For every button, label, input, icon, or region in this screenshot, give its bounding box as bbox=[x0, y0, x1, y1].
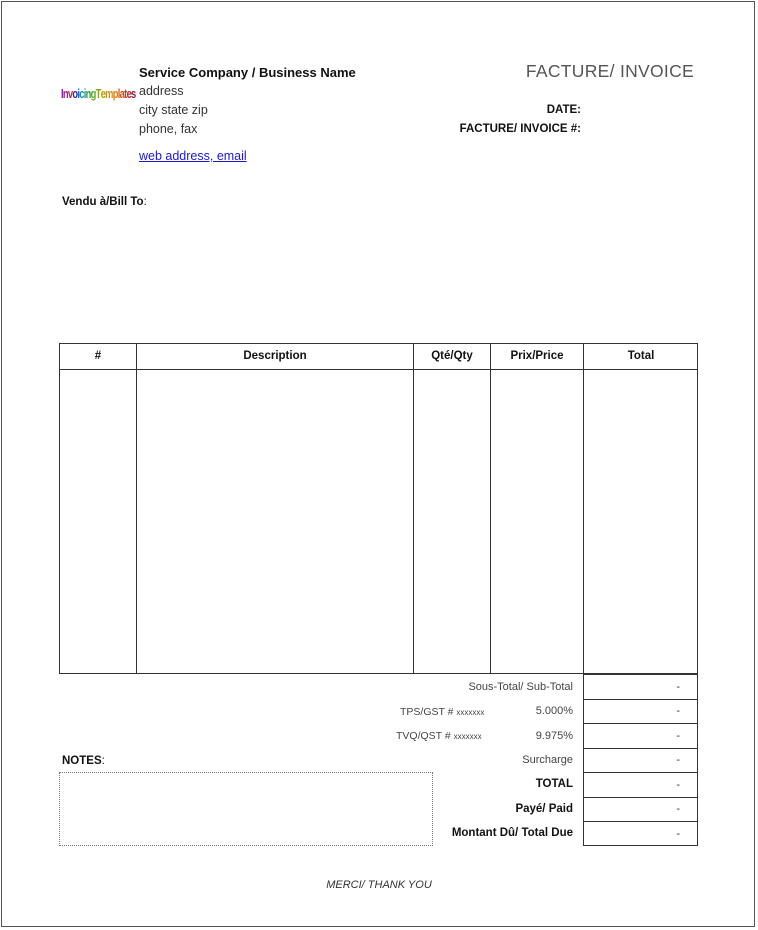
company-address: address bbox=[139, 84, 184, 98]
invoice-title: FACTURE/ INVOICE bbox=[525, 61, 694, 81]
gst-value: - bbox=[676, 705, 680, 717]
bill-to-colon: : bbox=[143, 196, 147, 208]
totals-divider bbox=[583, 748, 698, 749]
logo-letter: n bbox=[85, 86, 91, 101]
totals-divider bbox=[583, 723, 698, 724]
logo-letter: l bbox=[117, 86, 120, 101]
invoicing-templates-logo bbox=[61, 86, 136, 101]
invoice-number-label: FACTURE/ INVOICE #: bbox=[459, 123, 581, 135]
surcharge-label: Surcharge bbox=[522, 754, 573, 766]
logo-letter: e bbox=[126, 86, 132, 101]
subtotal-label: Sous-Total/ Sub-Total bbox=[468, 681, 573, 693]
logo-letter: s bbox=[131, 86, 136, 101]
thank-you-footer: MERCI/ THANK YOU bbox=[326, 879, 432, 891]
paid-label: Payé/ Paid bbox=[515, 803, 573, 815]
column-divider bbox=[490, 344, 491, 673]
logo-letter: t bbox=[124, 86, 127, 101]
col-header-number: # bbox=[94, 350, 102, 362]
col-header-quantity: Qté/Qty bbox=[431, 350, 473, 362]
items-table bbox=[59, 343, 698, 674]
col-header-description: Description bbox=[243, 350, 307, 362]
logo-letter: o bbox=[72, 86, 78, 101]
totals-divider bbox=[583, 797, 698, 798]
company-city: city state zip bbox=[139, 103, 208, 117]
surcharge-value: - bbox=[676, 754, 680, 766]
logo-letter: i bbox=[83, 86, 86, 101]
gst-label-text: TPS/GST # bbox=[400, 706, 454, 718]
qst-value: - bbox=[676, 730, 680, 742]
notes-colon: : bbox=[101, 755, 105, 767]
paid-value: - bbox=[676, 803, 680, 815]
total-due-label: Montant Dû/ Total Due bbox=[451, 827, 573, 839]
column-divider bbox=[136, 344, 137, 673]
bill-to-label bbox=[62, 196, 147, 208]
logo-letter: a bbox=[119, 86, 125, 101]
logo-letter: e bbox=[100, 86, 106, 101]
qst-rate: 9.975% bbox=[535, 730, 573, 742]
logo-letter: p bbox=[112, 86, 118, 101]
totals-divider bbox=[583, 699, 698, 700]
date-label: DATE: bbox=[546, 104, 581, 116]
company-name: Service Company / Business Name bbox=[139, 65, 356, 80]
logo-letter: n bbox=[62, 86, 68, 101]
notes-label bbox=[62, 755, 105, 767]
company-phone: phone, fax bbox=[139, 122, 198, 136]
notes-box[interactable] bbox=[59, 772, 433, 846]
totals-divider bbox=[583, 821, 698, 822]
logo-letter: c bbox=[79, 86, 84, 101]
total-due-value: - bbox=[676, 828, 680, 840]
logo-letter: I bbox=[61, 86, 63, 101]
qst-label bbox=[396, 730, 482, 742]
qst-label-text: TVQ/QST # bbox=[396, 730, 451, 742]
gst-label bbox=[400, 706, 484, 718]
subtotal-value: - bbox=[676, 681, 680, 693]
gst-rate: 5.000% bbox=[535, 705, 573, 717]
gst-number: xxxxxxx bbox=[456, 708, 485, 717]
logo-letter: T bbox=[95, 86, 101, 101]
logo-letter: i bbox=[77, 86, 80, 101]
column-divider bbox=[583, 344, 584, 673]
company-web-link[interactable]: web address, email bbox=[139, 149, 247, 163]
qst-number: xxxxxxx bbox=[453, 732, 482, 741]
col-header-total: Total bbox=[627, 350, 655, 362]
column-divider bbox=[413, 344, 414, 673]
total-value: - bbox=[676, 779, 680, 791]
logo-letter: g bbox=[90, 86, 96, 101]
col-header-price: Prix/Price bbox=[510, 350, 564, 362]
notes-label-text: NOTES bbox=[62, 755, 102, 767]
totals-divider bbox=[583, 772, 698, 773]
logo-letter: v bbox=[67, 86, 73, 101]
logo-letter: m bbox=[105, 86, 113, 101]
bill-to-label-text: Vendu à/Bill To bbox=[62, 196, 144, 208]
total-label: TOTAL bbox=[535, 778, 573, 790]
